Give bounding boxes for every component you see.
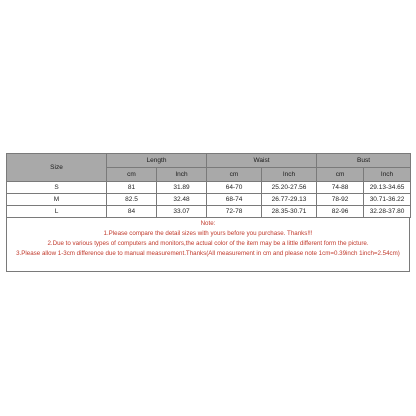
bust-cm-header: cm	[317, 168, 364, 182]
size-table	[6, 153, 411, 218]
size-cell: L	[7, 206, 107, 218]
header-row-groups	[7, 154, 411, 168]
table-row	[7, 182, 411, 194]
table-cell: 32.28-37.80	[364, 206, 411, 218]
bust-header: Bust	[317, 154, 411, 168]
table-cell: 68-74	[207, 194, 262, 206]
waist-inch-header: Inch	[262, 168, 317, 182]
table-cell: 81	[107, 182, 157, 194]
size-header: Size	[7, 154, 107, 182]
length-cm-header: cm	[107, 168, 157, 182]
table-cell: 72-78	[207, 206, 262, 218]
table-cell: 31.89	[157, 182, 207, 194]
table-cell: 74-88	[317, 182, 364, 194]
table-cell: 30.71-36.22	[364, 194, 411, 206]
note-line: 2.Due to various types of computers and monitors,the actual color of the item may be a little different form the picture.	[47, 240, 369, 247]
size-cell: M	[7, 194, 107, 206]
size-cell: S	[7, 182, 107, 194]
size-chart	[6, 153, 410, 272]
note-line: 3.Please allow 1-3cm difference due to manual measurement.Thanks(All measurement in cm and please note 1cm=0.39inch 1inch=2.54cm)	[16, 250, 400, 257]
table-cell: 82-96	[317, 206, 364, 218]
table-cell: 78-92	[317, 194, 364, 206]
table-row	[7, 194, 411, 206]
table-row	[7, 206, 411, 218]
notes-box	[6, 218, 410, 272]
table-cell: 25.20-27.56	[262, 182, 317, 194]
length-header: Length	[107, 154, 207, 168]
table-cell: 64-70	[207, 182, 262, 194]
table-cell: 26.77-29.13	[262, 194, 317, 206]
table-cell: 82.5	[107, 194, 157, 206]
length-inch-header: Inch	[157, 168, 207, 182]
table-cell: 84	[107, 206, 157, 218]
note-line: 1.Please compare the detail sizes with yours before you purchase. Thanks!!!	[103, 230, 313, 237]
table-cell: 32.48	[157, 194, 207, 206]
bust-inch-header: Inch	[364, 168, 411, 182]
table-cell: 28.35-30.71	[262, 206, 317, 218]
table-cell: 33.07	[157, 206, 207, 218]
notes-title: Note:	[200, 220, 216, 227]
waist-header: Waist	[207, 154, 317, 168]
table-cell: 29.13-34.65	[364, 182, 411, 194]
waist-cm-header: cm	[207, 168, 262, 182]
